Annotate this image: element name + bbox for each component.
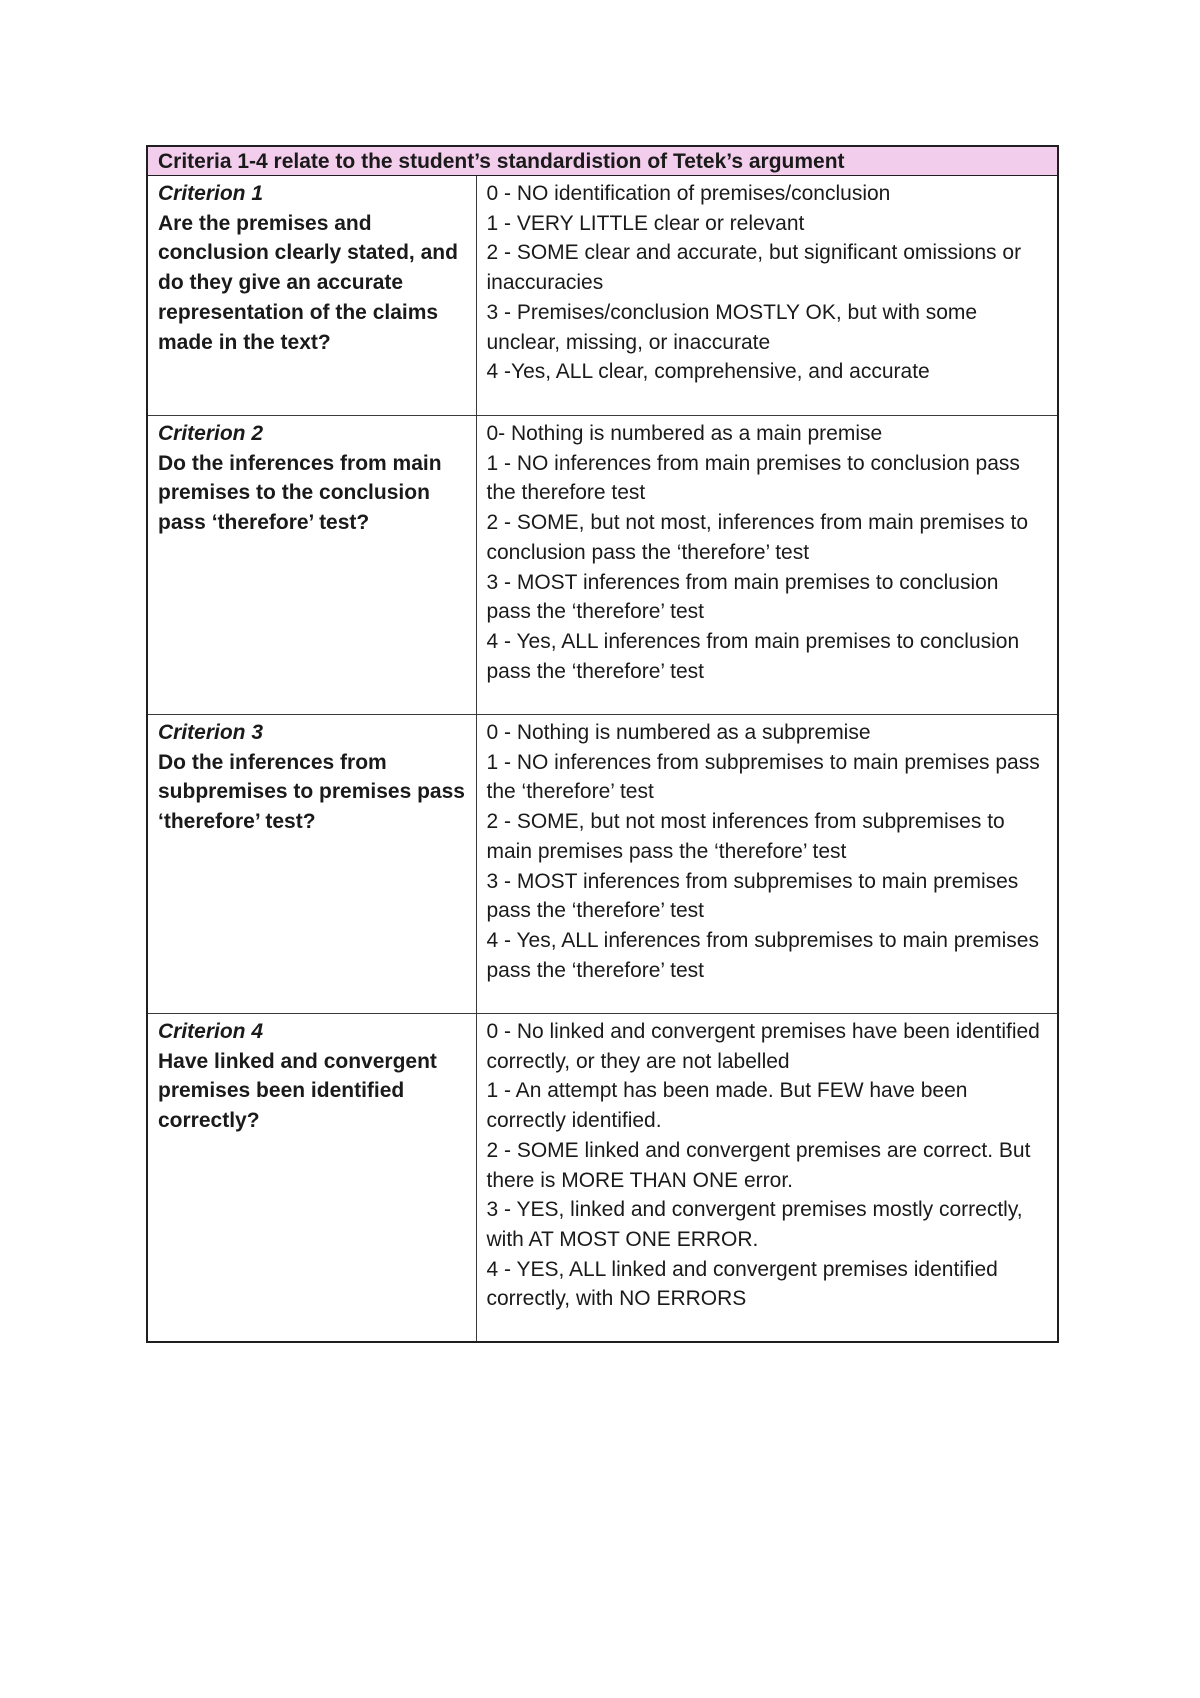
- level-item: 2 - SOME clear and accurate, but significant omissions or inaccuracies: [486, 241, 1022, 295]
- level-item: 1 - NO inferences from subpremises to main premises pass the ‘therefore’ test: [486, 750, 1040, 804]
- level-item: 0 - Nothing is numbered as a subpremise: [486, 721, 871, 744]
- criterion-cell: [147, 176, 476, 416]
- levels-cell: [476, 176, 1058, 416]
- criterion-title: Criterion 1: [158, 182, 264, 205]
- level-item: 3 - MOST inferences from subpremises to main premises pass the ‘therefore’ test: [486, 869, 1019, 923]
- criterion-cell: [147, 715, 476, 1014]
- criterion-cell: [147, 416, 476, 715]
- criterion-row: [147, 176, 1058, 416]
- level-item: 0 - NO identification of premises/conclusion: [486, 182, 891, 205]
- criterion-cell: [147, 1014, 476, 1343]
- level-item: 2 - SOME, but not most, inferences from main premises to conclusion pass the ‘therefore’ test: [486, 511, 1029, 564]
- criterion-row: [147, 416, 1058, 715]
- level-item: 3 - MOST inferences from main premises to conclusion pass the ‘therefore’ test: [486, 570, 999, 624]
- criterion-row: [147, 715, 1058, 1014]
- criterion-question: Are the premises and conclusion clearly stated, and do they give an accurate representation of the claims made in the text?: [158, 211, 458, 354]
- criterion-title: Criterion 4: [158, 1020, 264, 1043]
- level-item: 4 - Yes, ALL inferences from subpremises to main premises pass the ‘therefore’ test: [486, 928, 1039, 982]
- levels-cell: [476, 1014, 1058, 1343]
- criterion-title: Criterion 2: [158, 422, 264, 445]
- level-item: 4 -Yes, ALL clear, comprehensive, and accurate: [486, 360, 930, 384]
- level-item: 1 - NO inferences from main premises to conclusion pass the therefore test: [486, 451, 1020, 505]
- criterion-question: Do the inferences from main premises to the conclusion pass ‘therefore’ test?: [158, 451, 442, 535]
- levels-cell: [476, 416, 1058, 715]
- level-item: 2 - SOME, but not most inferences from subpremises to main premises pass the ‘therefore’ test: [486, 810, 1005, 863]
- levels-cell: [476, 715, 1058, 1014]
- level-item: 0 - No linked and convergent premises have been identified correctly, or they are not labelled: [486, 1020, 1040, 1073]
- level-item: 1 - VERY LITTLE clear or relevant: [486, 211, 805, 235]
- level-item: 4 - Yes, ALL inferences from main premises to conclusion pass the ‘therefore’ test: [486, 629, 1020, 683]
- level-item: 1 - An attempt has been made. But FEW have been correctly identified.: [486, 1079, 968, 1133]
- level-item: 0- Nothing is numbered as a main premise: [486, 422, 883, 445]
- criterion-question: Do the inferences from subpremises to premises pass ‘therefore’ test?: [158, 750, 465, 834]
- rubric-header: Criteria 1-4 relate to the student’s standardistion of Tetek’s argument: [147, 146, 1058, 176]
- criterion-question: Have linked and convergent premises been identified correctly?: [158, 1049, 437, 1133]
- rubric-header-row: [147, 146, 1058, 176]
- level-item: 2 - SOME linked and convergent premises are correct. But there is MORE THAN ONE error.: [486, 1138, 1031, 1192]
- rubric-table: [146, 145, 1059, 1343]
- level-item: 3 - Premises/conclusion MOSTLY OK, but with some unclear, missing, or inaccurate: [486, 300, 978, 354]
- level-item: 4 - YES, ALL linked and convergent premises identified correctly, with NO ERRORS: [486, 1257, 998, 1311]
- criterion-row: [147, 1014, 1058, 1343]
- criterion-title: Criterion 3: [158, 721, 264, 744]
- level-item: 3 - YES, linked and convergent premises mostly correctly, with AT MOST ONE ERROR.: [486, 1198, 1023, 1251]
